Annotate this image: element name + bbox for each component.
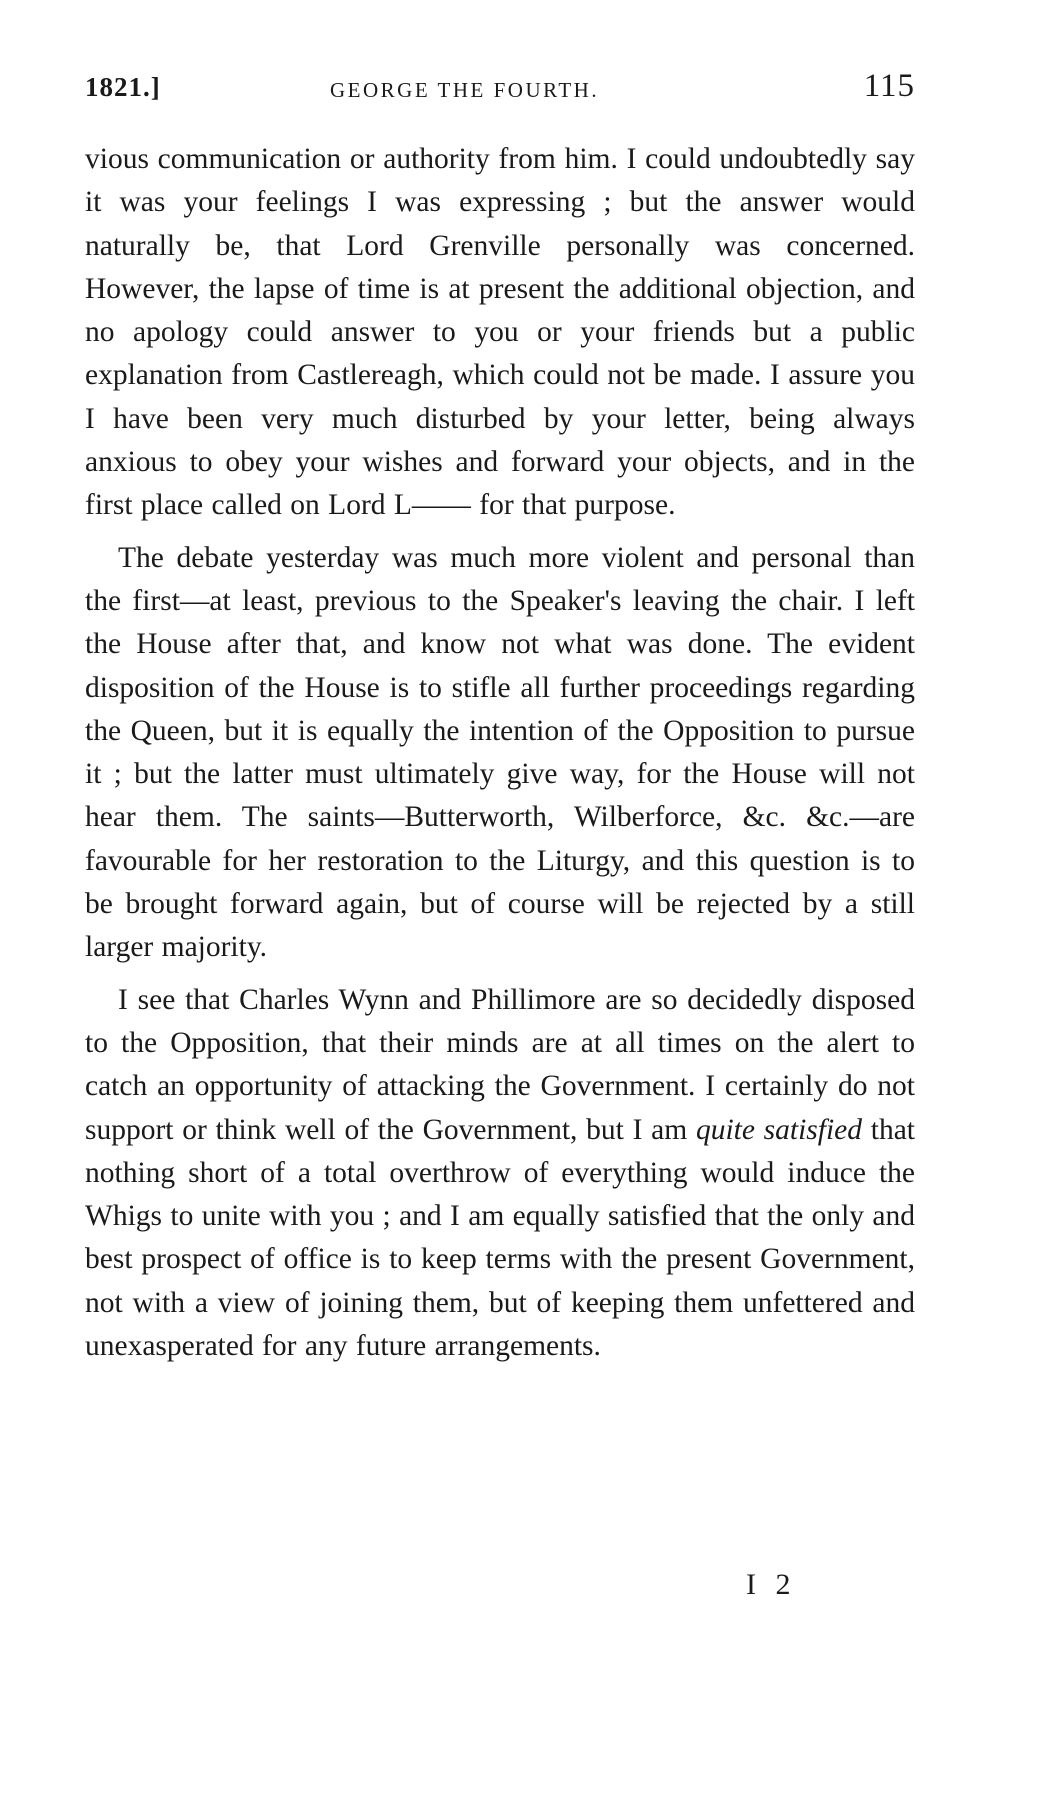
paragraph-1: vious communication or authority from him. I could undoubtedly say it was your feelings I was expressing ; but the answer would naturally be, that Lord Grenville personally was concerned. However, the lapse of time is at present the additional objection, and no apology could answer to you or your friends but a public explanation from Castlereagh, which could not be made. I assure you I have been very much disturbed by your letter, being always anxious to obey your wishes and forward your objects, and in the first place called on Lord L—— for that purpose.	[85, 143, 915, 522]
paragraph-3	[85, 979, 915, 1369]
paragraph-3-part-2: that nothing short of a total overthrow of everything would induce the Whigs to unite with you ; and I am equally satisfied that the only and best prospect of office is to keep terms with the present Government, not with a view of joining them, but of keeping them unfettered and unexasperated for any future arrangements.	[85, 1113, 916, 1363]
header-year: 1821.]	[85, 72, 161, 102]
running-header	[85, 68, 915, 108]
paragraph-2: The debate yesterday was much more violent and personal than the first—at least, previous to the Speaker's leaving the chair. I left the House after that, and know not what was done. The evident disposition of the House is to stifle all further proceedings regarding the Queen, but it is equally the intention of the Opposition to pursue it ; but the latter must ultimately give way, for the House will not hear them. The saints—Butterworth, Wilberforce, &c. &c.—are favourable for her restoration to the Liturgy, and this question is to be brought forward again, but of course will be rejected by a still larger majority.	[85, 541, 915, 964]
body-text	[85, 138, 915, 1368]
signature-mark: I 2	[746, 1568, 797, 1601]
italic-phrase: quite satisfied	[695, 1113, 863, 1146]
page-number: 115	[863, 68, 915, 104]
paragraph-3-part-1: I see that Charles Wynn and Phillimore are so decidedly disposed to the Opposition, that their minds are at all times on the alert to catch an opportunity of attacking the Government. I certainly do not support or think well of the Government, but I am	[85, 983, 915, 1146]
running-title: GEORGE THE FOURTH.	[330, 78, 600, 102]
